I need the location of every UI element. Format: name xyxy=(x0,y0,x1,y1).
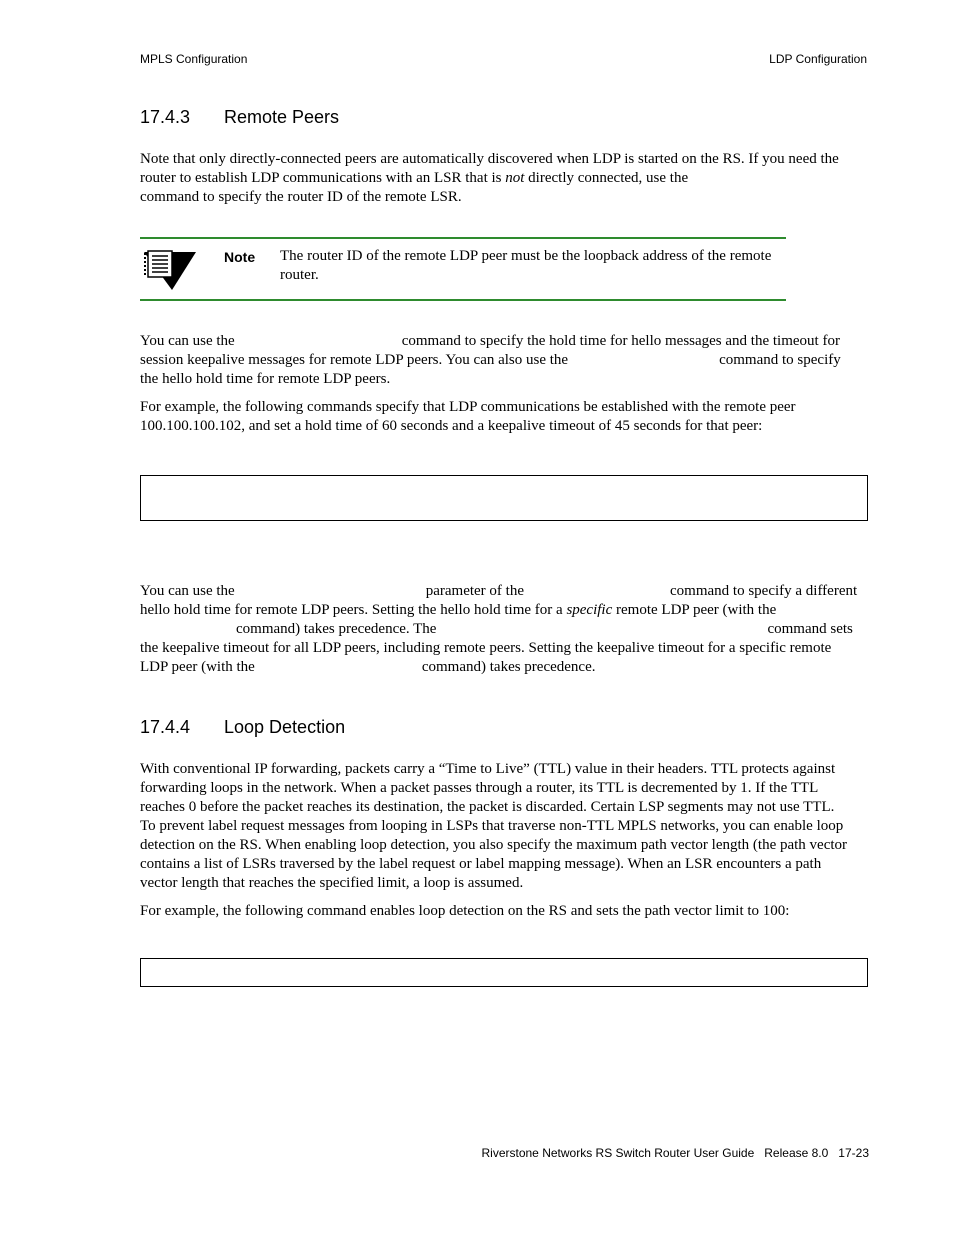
section-title: Remote Peers xyxy=(224,107,340,127)
text-run: remote LDP peer (with the xyxy=(612,602,777,618)
note-text: The router ID of the remote LDP peer must be the loopback address of the remote router. xyxy=(280,248,772,283)
emphasis-text: specific xyxy=(566,602,613,618)
text-run: command to specify the hold time for hello messages and the timeout for xyxy=(401,333,840,349)
emphasis-text: not xyxy=(505,170,525,186)
text-run: session keepalive messages for remote LDP peers. You can also use the xyxy=(140,352,569,368)
text-line: the keepalive timeout for all LDP peers, including remote peers. Setting the keepalive timeout for a specific remote xyxy=(140,640,832,656)
note-icon xyxy=(142,250,196,292)
text-line xyxy=(140,332,868,351)
text-line xyxy=(140,658,868,677)
section-number: 17.4.3 xyxy=(140,107,191,127)
text-line: forwarding loops in the network. When a packet passes through a router, its TTL is decremented by 1. If the TTL xyxy=(140,780,819,796)
text-run: hello hold time for remote LDP peers. Setting the hello hold time for a xyxy=(140,602,567,618)
text-line: contains a list of LSRs traversed by the label request or label mapping message). When an LSR encounters a path xyxy=(140,856,822,872)
text-line: command to specify the router ID of the remote LSR. xyxy=(140,189,462,205)
paragraph-hello-hold-time xyxy=(140,582,868,677)
text-run: command to specify a different xyxy=(670,583,858,599)
section-number: 17.4.4 xyxy=(140,717,191,737)
section-title: Loop Detection xyxy=(224,717,346,737)
section-heading-remote-peers xyxy=(140,107,339,128)
text-line: the hello hold time for remote LDP peers. xyxy=(140,371,391,387)
text-line xyxy=(140,601,868,620)
text-run: directly connected, use the xyxy=(524,170,689,186)
text-run: command) takes precedence. xyxy=(421,659,596,675)
text-run: command sets xyxy=(767,621,853,637)
note-label: Note xyxy=(224,249,256,265)
paragraph-hold-time xyxy=(140,332,868,389)
paragraph-example-remote-peer xyxy=(140,398,868,436)
note-bottom-rule xyxy=(140,299,786,301)
text-line: detection on the RS. When enabling loop detection, you also specify the maximum path vector length (the path vector xyxy=(140,837,848,853)
text-line: vector length that reaches the specified limit, a loop is assumed. xyxy=(140,875,524,891)
running-header-right: LDP Configuration xyxy=(769,52,867,66)
text-line: With conventional IP forwarding, packets carry a “Time to Live” (TTL) value in their headers. TTL protects against xyxy=(140,761,836,777)
text-line xyxy=(140,582,868,601)
text-run: command) takes precedence. The xyxy=(236,621,437,637)
text-line: For example, the following commands specify that LDP communications be established with the remote peer xyxy=(140,399,796,415)
text-line xyxy=(140,169,868,188)
text-line: To prevent label request messages from looping in LSPs that traverse non-TTL MPLS networks, you can enable loop xyxy=(140,818,844,834)
text-run: router to establish LDP communications with an LSR that is xyxy=(140,170,506,186)
section-heading-loop-detection xyxy=(140,717,345,738)
text-run: command to specify xyxy=(719,352,841,368)
page-footer: Riverstone Networks RS Switch Router User Guide Release 8.0 17-23 xyxy=(481,1146,869,1160)
text-line: 100.100.100.102, and set a hold time of 60 seconds and a keepalive timeout of 45 seconds for that peer: xyxy=(140,418,763,434)
note-top-rule xyxy=(140,237,786,239)
paragraph-remote-peers-intro xyxy=(140,150,868,207)
text-line: Note that only directly-connected peers are automatically discovered when LDP is started on the RS. If you need the xyxy=(140,151,839,167)
command-example-box xyxy=(140,475,868,521)
text-run: parameter of the xyxy=(425,583,524,599)
text-run: You can use the xyxy=(140,583,235,599)
text-run: You can use the xyxy=(140,333,235,349)
text-line xyxy=(140,620,868,639)
running-header-left: MPLS Configuration xyxy=(140,52,248,66)
command-example-box xyxy=(140,958,868,987)
text-line: reaches 0 before the packet reaches its destination, the packet is discarded. Certain LSP segments may not use TTL. xyxy=(140,799,835,815)
paragraph-example-loop-detection: For example, the following command enables loop detection on the RS and sets the path vector limit to 100: xyxy=(140,903,790,919)
text-run: LDP peer (with the xyxy=(140,659,255,675)
paragraph-loop-detection xyxy=(140,760,868,893)
text-line xyxy=(140,351,868,370)
